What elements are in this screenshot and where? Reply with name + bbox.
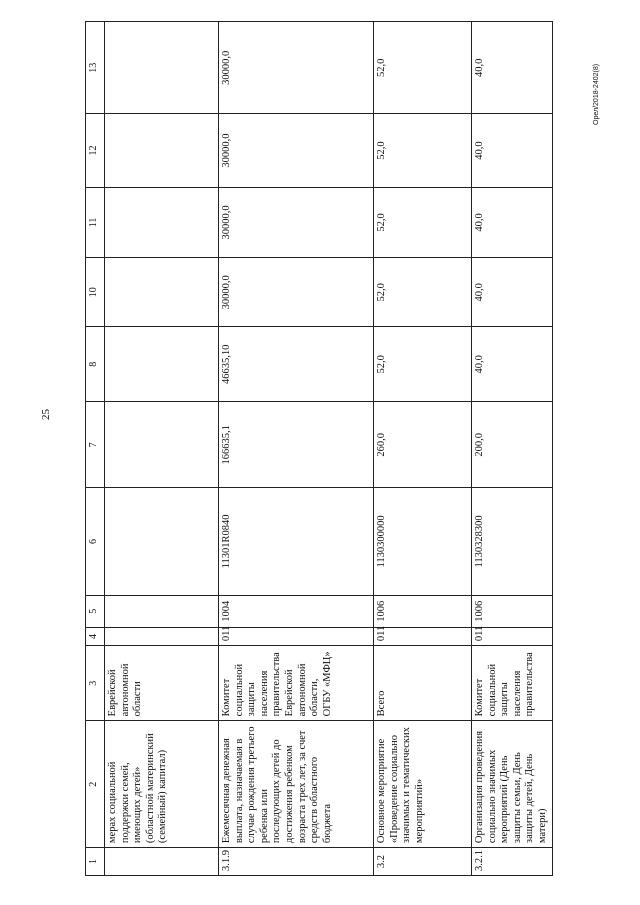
table-row [105,22,219,876]
target-code-cell: 1130300000 [374,488,472,595]
target-code-cell: 11301R0840 [219,488,374,595]
measure-name-cell: мерах социальной поддержки семей, имеющих детей» (областной материнский (семейный) капитал) [105,721,219,848]
grbs-cell [105,627,219,645]
year-value-cell [105,258,219,327]
executor-cell: Всего [374,646,472,721]
table-row [472,22,553,876]
year-value-cell: 30000,0 [219,22,374,115]
section-code-cell: 1006 [472,595,553,627]
year-value-cell: 52,0 [374,114,472,187]
section-code-cell [105,595,219,627]
year-value-cell: 40,0 [472,187,553,258]
header-cell: 4 [86,627,105,645]
measure-name-cell: Основное мероприятие «Проведение социально значимых и тематических мероприятий» [374,721,472,848]
total-cell: 260,0 [374,402,472,488]
header-cell: 5 [86,595,105,627]
header-cell: 12 [86,114,105,187]
header-cell: 1 [86,848,105,876]
table-header-row [86,22,105,876]
rotated-table-frame [85,21,548,876]
header-cell: 6 [86,488,105,595]
header-cell: 2 [86,721,105,848]
row-number-cell: 3.2 [374,848,472,876]
header-cell: 7 [86,402,105,488]
year-value-cell [105,22,219,115]
budget-table [85,21,553,876]
header-cell: 13 [86,22,105,115]
target-code-cell [105,488,219,595]
target-code-cell: 1130328300 [472,488,553,595]
measure-name-cell: Ежемесячная денежная выплата, назначаемая в случае рождения третьего ребенка или последующих детей до достижения ребенком возраста трех лет, за счет средств областного бюджета [219,721,374,848]
total-cell [105,402,219,488]
year-value-cell: 40,0 [472,258,553,327]
year-value-cell: 52,0 [374,22,472,115]
executor-cell: Еврейской автономной области [105,646,219,721]
row-number-cell: 3.1.9 [219,848,374,876]
header-cell: 11 [86,187,105,258]
year-value-cell: 40,0 [472,327,553,402]
row-number-cell: 3.2.1 [472,848,553,876]
table-row [219,22,374,876]
grbs-cell: 011 [374,627,472,645]
table-row [374,22,472,876]
header-cell: 8 [86,327,105,402]
executor-cell: Комитет социальной защиты населения правительства Еврейской автономной области, ОГБУ «МФЦ» [219,646,374,721]
grbs-cell: 011 [219,627,374,645]
grbs-cell: 011 [472,627,553,645]
year-value-cell: 40,0 [472,22,553,115]
section-code-cell: 1006 [374,595,472,627]
year-value-cell: 30000,0 [219,258,374,327]
year-value-cell: 52,0 [374,327,472,402]
year-value-cell: 46635,10 [219,327,374,402]
header-cell: 3 [86,646,105,721]
year-value-cell [105,327,219,402]
executor-cell: Комитет социальной защиты населения правительства [472,646,553,721]
total-cell: 166635,1 [219,402,374,488]
page-number: 25 [40,409,52,420]
year-value-cell: 52,0 [374,258,472,327]
total-cell: 200,0 [472,402,553,488]
year-value-cell [105,114,219,187]
year-value-cell: 30000,0 [219,187,374,258]
row-number-cell [105,848,219,876]
section-code-cell: 1004 [219,595,374,627]
measure-name-cell: Организация проведения социально значимых мероприятий (День защиты семьи, День защиты детей, День матери) [472,721,553,848]
year-value-cell: 30000,0 [219,114,374,187]
year-value-cell [105,187,219,258]
year-value-cell: 52,0 [374,187,472,258]
header-cell: 10 [86,258,105,327]
document-code: Орел/2018-2402(8) [593,63,600,125]
year-value-cell: 40,0 [472,114,553,187]
